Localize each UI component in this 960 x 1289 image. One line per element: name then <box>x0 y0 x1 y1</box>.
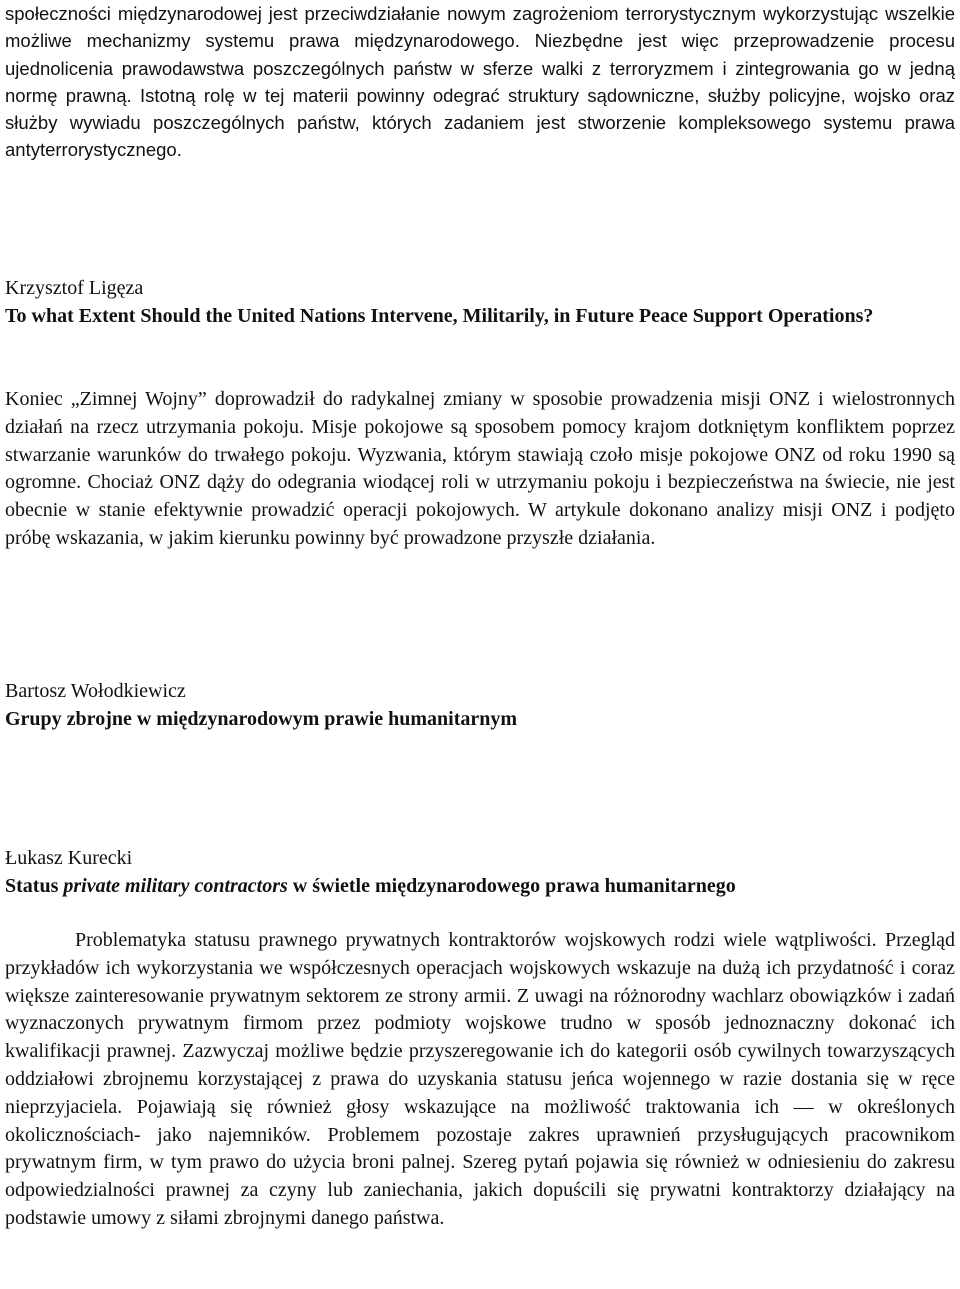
intro-paragraph: społeczności międzynarodowej jest przeciwdziałanie nowym zagrożeniom terrorystycznym wykorzystując wszelkie możliwe mechanizmy systemu prawa międzynarodowego. Niezbędne jest więc przeprowadzenie procesu ujednolicenia prawodawstwa poszczególnych państw w sferze walki z terroryzmem i zintegrowania go w jedną normę prawną. Istotną rolę w tej materii powinny odegrać struktury sądowniczne, służby policyjne, wojsko oraz służby wywiadu poszczególnych państw, których zadaniem jest stworzenie kompleksowego systemu prawa antyterrorystycznego. <box>5 3 955 161</box>
article-3-author: Łukasz Kurecki <box>5 847 133 869</box>
article-3-abstract: Problematyka statusu prawnego prywatnych kontraktorów wojskowych rodzi wiele wątpliwości. Przegląd przykładów ich wykorzystania we współczesnych operacjach wojskowych wskazuje na dużą ich przydatność i coraz większe zainteresowanie prywatnym sektorem ze strony armii. Z uwagi na różnorodny wachlarz obowiązków i zadań wyznaczonych prywatnym firmom przez podmioty wojskowe trudno w sposób jednoznaczny dokonać ich kwalifikacji prawnej. Zazwyczaj możliwe będzie przyszeregowanie ich do kategorii osób cywilnych towarzyszących oddziałowi zbrojnemu korzystającej z prawa do uzyskania statusu jeńca wojennego w razie dostania się w ręce nieprzyjaciela. Pojawiają się również głosy wskazujące na możliwość traktowania ich — w określonych okolicznościach- jako najemników. Problemem pozostaje zakres uprawnień przysługujących pracownikom prywatnym firm, w tym prawo do użycia broni palnej. Szereg pytań pojawia się również w odniesieniu do zakresu odpowiedzialności prawnej za czyny lub zaniechania, jakich dopuścili się prywatni kontraktorzy działający na podstawie umowy z siłami zbrojnymi danego państwa. <box>5 929 955 1229</box>
article-1-title: To what Extent Should the United Nations Intervene, Militarily, in Future Peace Support Operations? <box>5 305 874 327</box>
article-3-title-italic: private military contractors <box>63 875 288 897</box>
article-3-title-before: Status <box>5 875 64 897</box>
article-1-author: Krzysztof Ligęza <box>5 277 144 299</box>
article-2-title: Grupy zbrojne w międzynarodowym prawie humanitarnym <box>5 708 518 730</box>
article-2-author: Bartosz Wołodkiewicz <box>5 680 186 702</box>
article-3-title-after: w świetle międzynarodowego prawa humanitarnego <box>287 875 736 897</box>
article-1-abstract: Koniec „Zimnej Wojny” doprowadził do radykalnej zmiany w sposobie prowadzenia misji ONZ i wielostronnych działań na rzecz utrzymania pokoju. Misje pokojowe są sposobem pomocy krajom dotkniętym konfliktem poprzez stwarzanie warunków do trwałego pokoju. Wyzwania, którym stawiają czoło misje pokojowe ONZ od roku 1990 są ogromne. Chociaż ONZ dąży do odegrania wiodącej roli w utrzymaniu pokoju i bezpieczeństwa na świecie, nie jest obecnie w stanie efektywnie prowadzić operacji pokojowych. W artykule dokonano analizy misji ONZ i podjęto próbę wskazania, w jakim kierunku powinny być prowadzone przyszłe działania. <box>5 388 955 549</box>
article-3-title <box>5 872 955 900</box>
